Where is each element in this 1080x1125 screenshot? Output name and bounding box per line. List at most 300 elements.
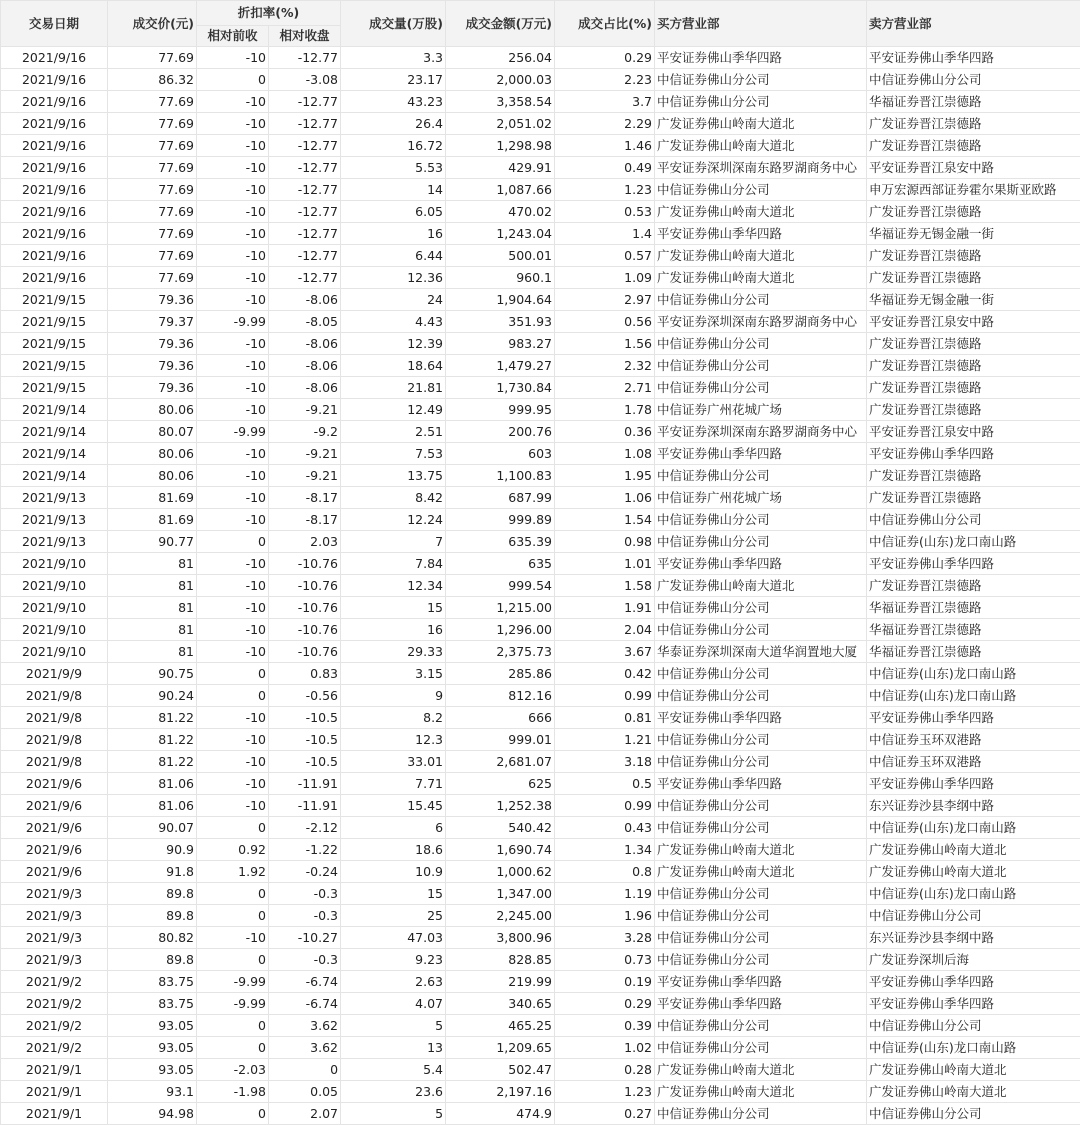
buyer-cell: 平安证券佛山季华四路: [655, 443, 867, 465]
seller-cell: 广发证券晋江崇德路: [867, 201, 1080, 223]
buyer-cell: 中信证券佛山分公司: [655, 795, 867, 817]
price-cell: 81: [108, 619, 197, 641]
ratio-cell: 0.98: [555, 531, 655, 553]
ratio-cell: 1.78: [555, 399, 655, 421]
table-row[interactable]: [1, 1081, 1080, 1103]
table-row[interactable]: [1, 905, 1080, 927]
price-cell: 83.75: [108, 993, 197, 1015]
rel-prev-cell: -10: [197, 619, 269, 641]
amount-cell: 351.93: [446, 311, 555, 333]
price-cell: 79.36: [108, 355, 197, 377]
ratio-cell: 0.28: [555, 1059, 655, 1081]
volume-cell: 5.4: [341, 1059, 446, 1081]
price-cell: 89.8: [108, 949, 197, 971]
date-cell: 2021/9/16: [1, 179, 108, 201]
volume-cell: 7: [341, 531, 446, 553]
table-row[interactable]: [1, 113, 1080, 135]
price-cell: 90.24: [108, 685, 197, 707]
ratio-cell: 0.57: [555, 245, 655, 267]
price-cell: 89.8: [108, 883, 197, 905]
buyer-cell: 广发证券佛山岭南大道北: [655, 201, 867, 223]
buyer-cell: 中信证券佛山分公司: [655, 91, 867, 113]
column-header-rel-prev[interactable]: 相对前收: [197, 26, 269, 47]
price-cell: 81.22: [108, 751, 197, 773]
date-cell: 2021/9/3: [1, 883, 108, 905]
price-cell: 79.36: [108, 377, 197, 399]
volume-cell: 10.9: [341, 861, 446, 883]
table-row[interactable]: [1, 421, 1080, 443]
seller-cell: 东兴证券沙县李纲中路: [867, 927, 1080, 949]
table-row[interactable]: [1, 1015, 1080, 1037]
column-header-ratio[interactable]: 成交占比(%): [555, 1, 655, 47]
price-cell: 90.07: [108, 817, 197, 839]
buyer-cell: 中信证券佛山分公司: [655, 289, 867, 311]
price-cell: 77.69: [108, 223, 197, 245]
seller-cell: 中信证券(山东)龙口南山路: [867, 685, 1080, 707]
amount-cell: 1,296.00: [446, 619, 555, 641]
column-header-discount: 折扣率(%): [197, 1, 341, 26]
date-cell: 2021/9/1: [1, 1103, 108, 1125]
rel-prev-cell: 0: [197, 883, 269, 905]
table-row[interactable]: [1, 663, 1080, 685]
seller-cell: 平安证券晋江泉安中路: [867, 421, 1080, 443]
table-row[interactable]: [1, 333, 1080, 355]
price-cell: 81: [108, 597, 197, 619]
seller-cell: 华福证券晋江崇德路: [867, 619, 1080, 641]
buyer-cell: 中信证券佛山分公司: [655, 927, 867, 949]
rel-prev-cell: -10: [197, 465, 269, 487]
rel-close-cell: -0.56: [269, 685, 341, 707]
rel-close-cell: -0.3: [269, 949, 341, 971]
rel-close-cell: -1.22: [269, 839, 341, 861]
table-row[interactable]: [1, 465, 1080, 487]
table-row[interactable]: [1, 883, 1080, 905]
ratio-cell: 0.49: [555, 157, 655, 179]
table-row[interactable]: [1, 179, 1080, 201]
amount-cell: 983.27: [446, 333, 555, 355]
seller-cell: 平安证券佛山季华四路: [867, 553, 1080, 575]
price-cell: 93.05: [108, 1059, 197, 1081]
ratio-cell: 1.23: [555, 179, 655, 201]
table-row[interactable]: [1, 993, 1080, 1015]
date-cell: 2021/9/15: [1, 377, 108, 399]
buyer-cell: 平安证券佛山季华四路: [655, 773, 867, 795]
ratio-cell: 1.56: [555, 333, 655, 355]
table-row[interactable]: [1, 641, 1080, 663]
table-row[interactable]: [1, 553, 1080, 575]
ratio-cell: 1.58: [555, 575, 655, 597]
rel-prev-cell: -10: [197, 707, 269, 729]
rel-close-cell: -10.76: [269, 575, 341, 597]
table-row[interactable]: [1, 839, 1080, 861]
table-row[interactable]: [1, 91, 1080, 113]
table-row[interactable]: [1, 311, 1080, 333]
table-row[interactable]: [1, 729, 1080, 751]
rel-close-cell: -8.06: [269, 377, 341, 399]
price-cell: 77.69: [108, 135, 197, 157]
seller-cell: 平安证券佛山季华四路: [867, 993, 1080, 1015]
rel-prev-cell: 0: [197, 949, 269, 971]
buyer-cell: 平安证券深圳深南东路罗湖商务中心: [655, 157, 867, 179]
volume-cell: 2.51: [341, 421, 446, 443]
price-cell: 81: [108, 575, 197, 597]
table-row[interactable]: [1, 69, 1080, 91]
amount-cell: 340.65: [446, 993, 555, 1015]
buyer-cell: 平安证券佛山季华四路: [655, 993, 867, 1015]
ratio-cell: 1.54: [555, 509, 655, 531]
ratio-cell: 0.27: [555, 1103, 655, 1125]
table-row[interactable]: [1, 575, 1080, 597]
price-cell: 77.69: [108, 267, 197, 289]
rel-close-cell: 3.62: [269, 1037, 341, 1059]
table-row[interactable]: [1, 289, 1080, 311]
seller-cell: 广发证券晋江崇德路: [867, 465, 1080, 487]
price-cell: 77.69: [108, 201, 197, 223]
volume-cell: 5: [341, 1103, 446, 1125]
amount-cell: 635.39: [446, 531, 555, 553]
ratio-cell: 2.71: [555, 377, 655, 399]
column-header-seller[interactable]: 卖方营业部: [867, 1, 1080, 47]
volume-cell: 13.75: [341, 465, 446, 487]
buyer-cell: 广发证券佛山岭南大道北: [655, 861, 867, 883]
seller-cell: 中信证券(山东)龙口南山路: [867, 883, 1080, 905]
date-cell: 2021/9/9: [1, 663, 108, 685]
seller-cell: 中信证券佛山分公司: [867, 69, 1080, 91]
ratio-cell: 1.91: [555, 597, 655, 619]
amount-cell: 2,197.16: [446, 1081, 555, 1103]
buyer-cell: 平安证券深圳深南东路罗湖商务中心: [655, 311, 867, 333]
buyer-cell: 广发证券佛山岭南大道北: [655, 1059, 867, 1081]
rel-prev-cell: 0: [197, 817, 269, 839]
rel-close-cell: 0: [269, 1059, 341, 1081]
table-row[interactable]: [1, 355, 1080, 377]
ratio-cell: 3.28: [555, 927, 655, 949]
table-row[interactable]: [1, 971, 1080, 993]
rel-prev-cell: -9.99: [197, 311, 269, 333]
buyer-cell: 平安证券佛山季华四路: [655, 553, 867, 575]
buyer-cell: 中信证券佛山分公司: [655, 817, 867, 839]
amount-cell: 1,100.83: [446, 465, 555, 487]
table-row[interactable]: [1, 1037, 1080, 1059]
price-cell: 77.69: [108, 157, 197, 179]
table-row[interactable]: [1, 597, 1080, 619]
column-header-amount[interactable]: 成交金额(万元): [446, 1, 555, 47]
seller-cell: 平安证券佛山季华四路: [867, 773, 1080, 795]
date-cell: 2021/9/15: [1, 355, 108, 377]
rel-prev-cell: 0: [197, 663, 269, 685]
volume-cell: 25: [341, 905, 446, 927]
buyer-cell: 中信证券佛山分公司: [655, 355, 867, 377]
rel-close-cell: -12.77: [269, 201, 341, 223]
volume-cell: 14: [341, 179, 446, 201]
seller-cell: 申万宏源西部证券霍尔果斯亚欧路: [867, 179, 1080, 201]
buyer-cell: 广发证券佛山岭南大道北: [655, 267, 867, 289]
seller-cell: 平安证券佛山季华四路: [867, 971, 1080, 993]
volume-cell: 15: [341, 597, 446, 619]
rel-close-cell: -12.77: [269, 157, 341, 179]
amount-cell: 999.95: [446, 399, 555, 421]
table-row[interactable]: [1, 949, 1080, 971]
volume-cell: 4.07: [341, 993, 446, 1015]
table-row[interactable]: [1, 443, 1080, 465]
price-cell: 83.75: [108, 971, 197, 993]
buyer-cell: 中信证券佛山分公司: [655, 333, 867, 355]
buyer-cell: 中信证券佛山分公司: [655, 465, 867, 487]
table-row[interactable]: [1, 751, 1080, 773]
price-cell: 80.06: [108, 399, 197, 421]
rel-close-cell: -10.5: [269, 707, 341, 729]
amount-cell: 3,358.54: [446, 91, 555, 113]
amount-cell: 2,000.03: [446, 69, 555, 91]
price-cell: 80.07: [108, 421, 197, 443]
date-cell: 2021/9/16: [1, 113, 108, 135]
seller-cell: 华福证券晋江崇德路: [867, 641, 1080, 663]
buyer-cell: 中信证券佛山分公司: [655, 619, 867, 641]
ratio-cell: 1.01: [555, 553, 655, 575]
volume-cell: 18.6: [341, 839, 446, 861]
rel-prev-cell: -10: [197, 795, 269, 817]
ratio-cell: 1.19: [555, 883, 655, 905]
amount-cell: 625: [446, 773, 555, 795]
date-cell: 2021/9/14: [1, 443, 108, 465]
date-cell: 2021/9/6: [1, 861, 108, 883]
seller-cell: 华福证券晋江崇德路: [867, 91, 1080, 113]
rel-close-cell: 3.62: [269, 1015, 341, 1037]
amount-cell: 200.76: [446, 421, 555, 443]
column-header-buyer[interactable]: 买方营业部: [655, 1, 867, 47]
column-header-price[interactable]: 成交价(元): [108, 1, 197, 47]
table-row[interactable]: [1, 487, 1080, 509]
amount-cell: 999.89: [446, 509, 555, 531]
ratio-cell: 3.7: [555, 91, 655, 113]
rel-close-cell: 0.83: [269, 663, 341, 685]
table-row[interactable]: [1, 1103, 1080, 1125]
amount-cell: 285.86: [446, 663, 555, 685]
table-row[interactable]: [1, 927, 1080, 949]
rel-prev-cell: -10: [197, 267, 269, 289]
seller-cell: 中信证券(山东)龙口南山路: [867, 531, 1080, 553]
seller-cell: 中信证券(山东)龙口南山路: [867, 817, 1080, 839]
amount-cell: 502.47: [446, 1059, 555, 1081]
date-cell: 2021/9/16: [1, 201, 108, 223]
amount-cell: 687.99: [446, 487, 555, 509]
rel-close-cell: -9.21: [269, 399, 341, 421]
volume-cell: 12.24: [341, 509, 446, 531]
ratio-cell: 1.21: [555, 729, 655, 751]
amount-cell: 1,347.00: [446, 883, 555, 905]
table-row[interactable]: [1, 773, 1080, 795]
seller-cell: 东兴证券沙县李纲中路: [867, 795, 1080, 817]
seller-cell: 中信证券佛山分公司: [867, 1015, 1080, 1037]
volume-cell: 26.4: [341, 113, 446, 135]
seller-cell: 广发证券晋江崇德路: [867, 399, 1080, 421]
date-cell: 2021/9/13: [1, 531, 108, 553]
table-row[interactable]: [1, 201, 1080, 223]
ratio-cell: 1.09: [555, 267, 655, 289]
rel-close-cell: -10.5: [269, 751, 341, 773]
date-cell: 2021/9/14: [1, 421, 108, 443]
seller-cell: 中信证券玉环双港路: [867, 751, 1080, 773]
seller-cell: 广发证券深圳后海: [867, 949, 1080, 971]
amount-cell: 666: [446, 707, 555, 729]
rel-close-cell: -10.76: [269, 553, 341, 575]
rel-prev-cell: -1.98: [197, 1081, 269, 1103]
table-row[interactable]: [1, 1059, 1080, 1081]
date-cell: 2021/9/2: [1, 1015, 108, 1037]
rel-close-cell: -9.2: [269, 421, 341, 443]
table-row[interactable]: [1, 707, 1080, 729]
ratio-cell: 1.96: [555, 905, 655, 927]
seller-cell: 华福证券晋江崇德路: [867, 597, 1080, 619]
date-cell: 2021/9/10: [1, 575, 108, 597]
rel-prev-cell: -10: [197, 927, 269, 949]
rel-close-cell: -12.77: [269, 135, 341, 157]
column-header-rel-close[interactable]: 相对收盘: [269, 26, 341, 47]
rel-prev-cell: -10: [197, 47, 269, 69]
buyer-cell: 中信证券佛山分公司: [655, 883, 867, 905]
rel-close-cell: -10.76: [269, 597, 341, 619]
table-row[interactable]: [1, 685, 1080, 707]
volume-cell: 16: [341, 223, 446, 245]
ratio-cell: 0.99: [555, 795, 655, 817]
ratio-cell: 0.39: [555, 1015, 655, 1037]
date-cell: 2021/9/3: [1, 949, 108, 971]
table-row[interactable]: [1, 531, 1080, 553]
table-row[interactable]: [1, 619, 1080, 641]
rel-prev-cell: -10: [197, 641, 269, 663]
volume-cell: 43.23: [341, 91, 446, 113]
ratio-cell: 1.08: [555, 443, 655, 465]
volume-cell: 3.15: [341, 663, 446, 685]
rel-prev-cell: -10: [197, 355, 269, 377]
table-row[interactable]: [1, 377, 1080, 399]
date-cell: 2021/9/8: [1, 707, 108, 729]
date-cell: 2021/9/8: [1, 685, 108, 707]
rel-prev-cell: -10: [197, 751, 269, 773]
amount-cell: 999.54: [446, 575, 555, 597]
table-row[interactable]: [1, 267, 1080, 289]
volume-cell: 24: [341, 289, 446, 311]
date-cell: 2021/9/10: [1, 619, 108, 641]
date-cell: 2021/9/1: [1, 1059, 108, 1081]
ratio-cell: 0.29: [555, 47, 655, 69]
amount-cell: 2,681.07: [446, 751, 555, 773]
ratio-cell: 2.23: [555, 69, 655, 91]
price-cell: 77.69: [108, 91, 197, 113]
price-cell: 77.69: [108, 47, 197, 69]
rel-prev-cell: -10: [197, 179, 269, 201]
date-cell: 2021/9/6: [1, 795, 108, 817]
amount-cell: 635: [446, 553, 555, 575]
rel-close-cell: -11.91: [269, 795, 341, 817]
table-row[interactable]: [1, 861, 1080, 883]
volume-cell: 9: [341, 685, 446, 707]
rel-prev-cell: -10: [197, 289, 269, 311]
amount-cell: 1,479.27: [446, 355, 555, 377]
amount-cell: 2,051.02: [446, 113, 555, 135]
volume-cell: 9.23: [341, 949, 446, 971]
price-cell: 86.32: [108, 69, 197, 91]
buyer-cell: 中信证券佛山分公司: [655, 377, 867, 399]
rel-close-cell: -10.76: [269, 619, 341, 641]
amount-cell: 1,298.98: [446, 135, 555, 157]
table-row[interactable]: [1, 47, 1080, 69]
seller-cell: 平安证券佛山季华四路: [867, 707, 1080, 729]
amount-cell: 1,243.04: [446, 223, 555, 245]
rel-close-cell: -8.05: [269, 311, 341, 333]
buyer-cell: 中信证券佛山分公司: [655, 1015, 867, 1037]
date-cell: 2021/9/6: [1, 817, 108, 839]
rel-prev-cell: -10: [197, 157, 269, 179]
buyer-cell: 中信证券佛山分公司: [655, 949, 867, 971]
rel-prev-cell: -10: [197, 113, 269, 135]
rel-close-cell: -0.24: [269, 861, 341, 883]
buyer-cell: 中信证券广州花城广场: [655, 399, 867, 421]
table-body: [1, 47, 1080, 1125]
price-cell: 77.69: [108, 179, 197, 201]
buyer-cell: 广发证券佛山岭南大道北: [655, 839, 867, 861]
table-row[interactable]: [1, 795, 1080, 817]
table-row[interactable]: [1, 399, 1080, 421]
price-cell: 93.05: [108, 1037, 197, 1059]
volume-cell: 6.05: [341, 201, 446, 223]
buyer-cell: 广发证券佛山岭南大道北: [655, 575, 867, 597]
volume-cell: 7.71: [341, 773, 446, 795]
date-cell: 2021/9/16: [1, 69, 108, 91]
rel-close-cell: -6.74: [269, 993, 341, 1015]
ratio-cell: 0.36: [555, 421, 655, 443]
price-cell: 77.69: [108, 245, 197, 267]
volume-cell: 16: [341, 619, 446, 641]
rel-prev-cell: -10: [197, 553, 269, 575]
date-cell: 2021/9/3: [1, 927, 108, 949]
table-row[interactable]: [1, 245, 1080, 267]
ratio-cell: 0.99: [555, 685, 655, 707]
amount-cell: 474.9: [446, 1103, 555, 1125]
table-row[interactable]: [1, 509, 1080, 531]
table-row[interactable]: [1, 223, 1080, 245]
rel-close-cell: 0.05: [269, 1081, 341, 1103]
rel-close-cell: -8.17: [269, 487, 341, 509]
rel-close-cell: -11.91: [269, 773, 341, 795]
ratio-cell: 3.67: [555, 641, 655, 663]
rel-prev-cell: -9.99: [197, 993, 269, 1015]
table-row[interactable]: [1, 157, 1080, 179]
price-cell: 81.22: [108, 729, 197, 751]
date-cell: 2021/9/2: [1, 1037, 108, 1059]
rel-close-cell: -0.3: [269, 905, 341, 927]
amount-cell: 219.99: [446, 971, 555, 993]
seller-cell: 中信证券(山东)龙口南山路: [867, 1037, 1080, 1059]
date-cell: 2021/9/16: [1, 135, 108, 157]
volume-cell: 6: [341, 817, 446, 839]
price-cell: 80.06: [108, 443, 197, 465]
table-row[interactable]: [1, 817, 1080, 839]
rel-close-cell: -8.06: [269, 355, 341, 377]
rel-prev-cell: -9.99: [197, 971, 269, 993]
rel-close-cell: -12.77: [269, 91, 341, 113]
volume-cell: 12.36: [341, 267, 446, 289]
volume-cell: 47.03: [341, 927, 446, 949]
column-header-date[interactable]: 交易日期: [1, 1, 108, 47]
rel-prev-cell: 0.92: [197, 839, 269, 861]
table-row[interactable]: [1, 135, 1080, 157]
amount-cell: 500.01: [446, 245, 555, 267]
buyer-cell: 广发证券佛山岭南大道北: [655, 1081, 867, 1103]
buyer-cell: 平安证券佛山季华四路: [655, 47, 867, 69]
column-header-volume[interactable]: 成交量(万股): [341, 1, 446, 47]
seller-cell: 平安证券佛山季华四路: [867, 443, 1080, 465]
